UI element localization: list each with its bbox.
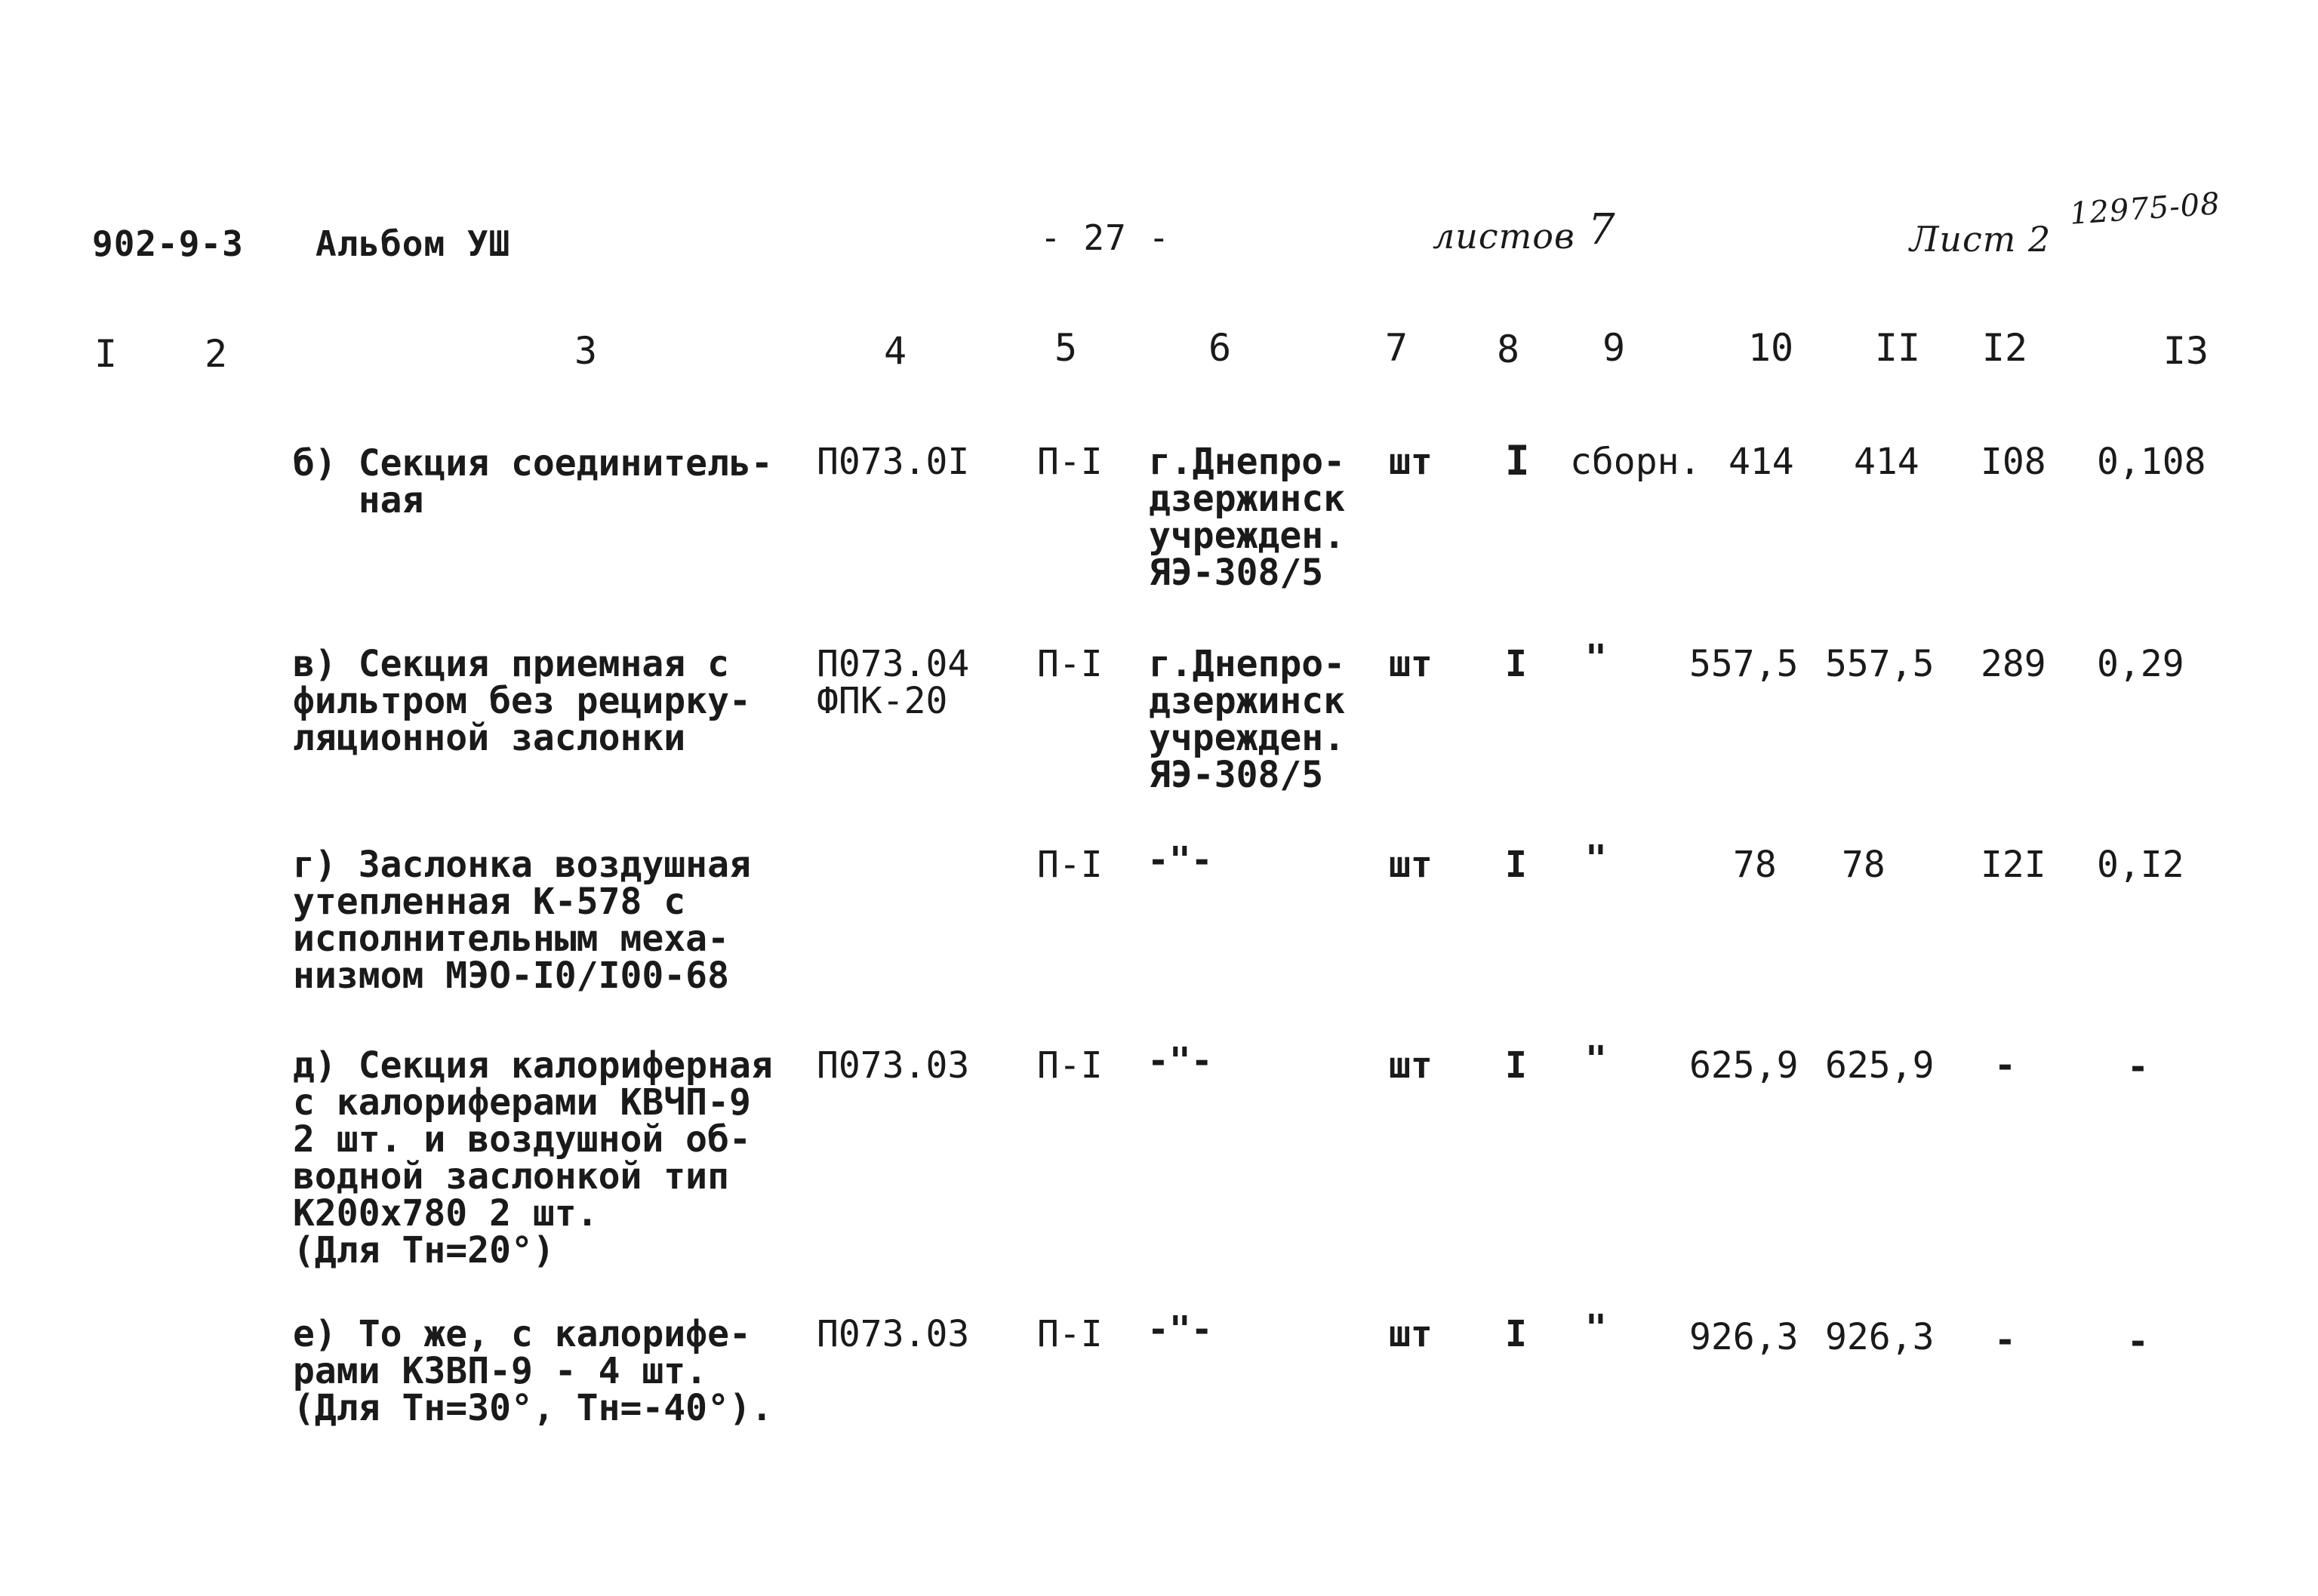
item-code: П073.0I <box>817 441 970 483</box>
item-unit: шт <box>1389 1044 1433 1087</box>
item-unit: шт <box>1389 844 1433 886</box>
item-place: -"- <box>1147 839 1213 881</box>
item-qty: I <box>1505 643 1527 685</box>
item-category: П-I <box>1037 1313 1103 1355</box>
item-col13: 0,108 <box>2097 441 2206 483</box>
item-place: -"- <box>1147 1040 1213 1082</box>
item-category: П-I <box>1037 643 1103 685</box>
item-col13: 0,I2 <box>2097 844 2184 886</box>
item-col13: 0,29 <box>2097 643 2184 685</box>
item-col10: 78 <box>1733 844 1777 886</box>
column-number: 5 <box>1054 326 1078 370</box>
item-name: б) Секция соединитель- ная <box>293 442 773 521</box>
item-qty: I <box>1505 1313 1527 1355</box>
column-number: II <box>1874 326 1921 370</box>
item-col12: 289 <box>1981 643 2046 685</box>
item-code: П073.03 <box>817 1044 970 1087</box>
item-col12: - <box>1994 1319 2016 1361</box>
item-name: д) Секция калориферная с калориферами КВЧП-9 2 шт. и воздушной об- водной заслонкой тип К200х780 2 шт. (Для Тн=20°) <box>293 1044 773 1272</box>
item-unit: шт <box>1389 1313 1433 1355</box>
item-col11: 557,5 <box>1825 643 1935 685</box>
doc-code: 902-9-3 <box>92 223 244 264</box>
item-name: в) Секция приемная с фильтром без рециркy- ляционной заслонки <box>293 643 751 759</box>
item-col11: 414 <box>1854 441 1919 483</box>
item-col13: - <box>2127 1046 2149 1088</box>
album-label: Альбом УШ <box>316 223 511 264</box>
column-number: 6 <box>1208 326 1232 370</box>
sheet-label: Лист 2 <box>1910 219 2052 260</box>
item-place: -"- <box>1147 1308 1213 1351</box>
item-col10: 414 <box>1728 441 1794 483</box>
column-number: 4 <box>883 329 907 373</box>
column-number: 9 <box>1602 326 1626 370</box>
item-qty: I <box>1505 437 1530 484</box>
item-category: П-I <box>1037 441 1103 483</box>
item-col11: 625,9 <box>1825 1044 1935 1087</box>
item-col11: 926,3 <box>1825 1316 1935 1358</box>
column-number: I3 <box>2163 329 2209 373</box>
item-col12: I2I <box>1981 844 2046 886</box>
item-unit: шт <box>1389 441 1433 483</box>
item-name: е) То же, с калорифе- рами КЗВП-9 - 4 шт. (Для Тн=30°, Тн=-40°). <box>293 1313 773 1429</box>
sheets-label: листов <box>1433 216 1575 257</box>
column-number: I <box>94 332 118 376</box>
item-col11: 78 <box>1842 844 1885 886</box>
item-col10: 557,5 <box>1689 643 1799 685</box>
item-type: сборн. <box>1570 441 1701 483</box>
page-number: - 27 - <box>1040 217 1171 258</box>
item-name: г) Заслонка воздушная утепленная К-578 с исполнительным меха- низмом МЭО-I0/I00-68 <box>293 844 751 997</box>
item-col12: - <box>1994 1044 2016 1087</box>
item-code: П073.03 <box>817 1313 970 1355</box>
sheets-count: 7 <box>1588 205 1616 254</box>
item-type: " <box>1585 838 1607 880</box>
item-type: " <box>1585 1038 1607 1081</box>
archive-stamp: 12975-08 <box>2068 186 2222 232</box>
item-type: " <box>1585 1307 1607 1349</box>
column-number: 3 <box>574 329 598 373</box>
column-number: 8 <box>1496 328 1520 371</box>
item-col13: - <box>2127 1321 2149 1363</box>
item-type: " <box>1585 637 1607 679</box>
item-col12: I08 <box>1981 441 2046 483</box>
item-category: П-I <box>1037 844 1103 886</box>
item-col10: 625,9 <box>1689 1044 1799 1087</box>
item-unit: шт <box>1389 643 1433 685</box>
column-number: 7 <box>1384 326 1408 370</box>
item-col10: 926,3 <box>1689 1316 1799 1358</box>
column-number: 2 <box>204 332 228 376</box>
item-qty: I <box>1505 844 1527 886</box>
item-code: П073.04 ФПК-20 <box>817 643 970 722</box>
item-category: П-I <box>1037 1044 1103 1087</box>
item-qty: I <box>1505 1044 1527 1087</box>
column-number: 10 <box>1747 326 1794 370</box>
item-place: г.Днепро- дзержинск учрежден. ЯЭ-308/5 <box>1149 441 1346 594</box>
item-place: г.Днепро- дзержинск учрежден. ЯЭ-308/5 <box>1149 643 1346 796</box>
column-number: I2 <box>1981 326 2028 370</box>
